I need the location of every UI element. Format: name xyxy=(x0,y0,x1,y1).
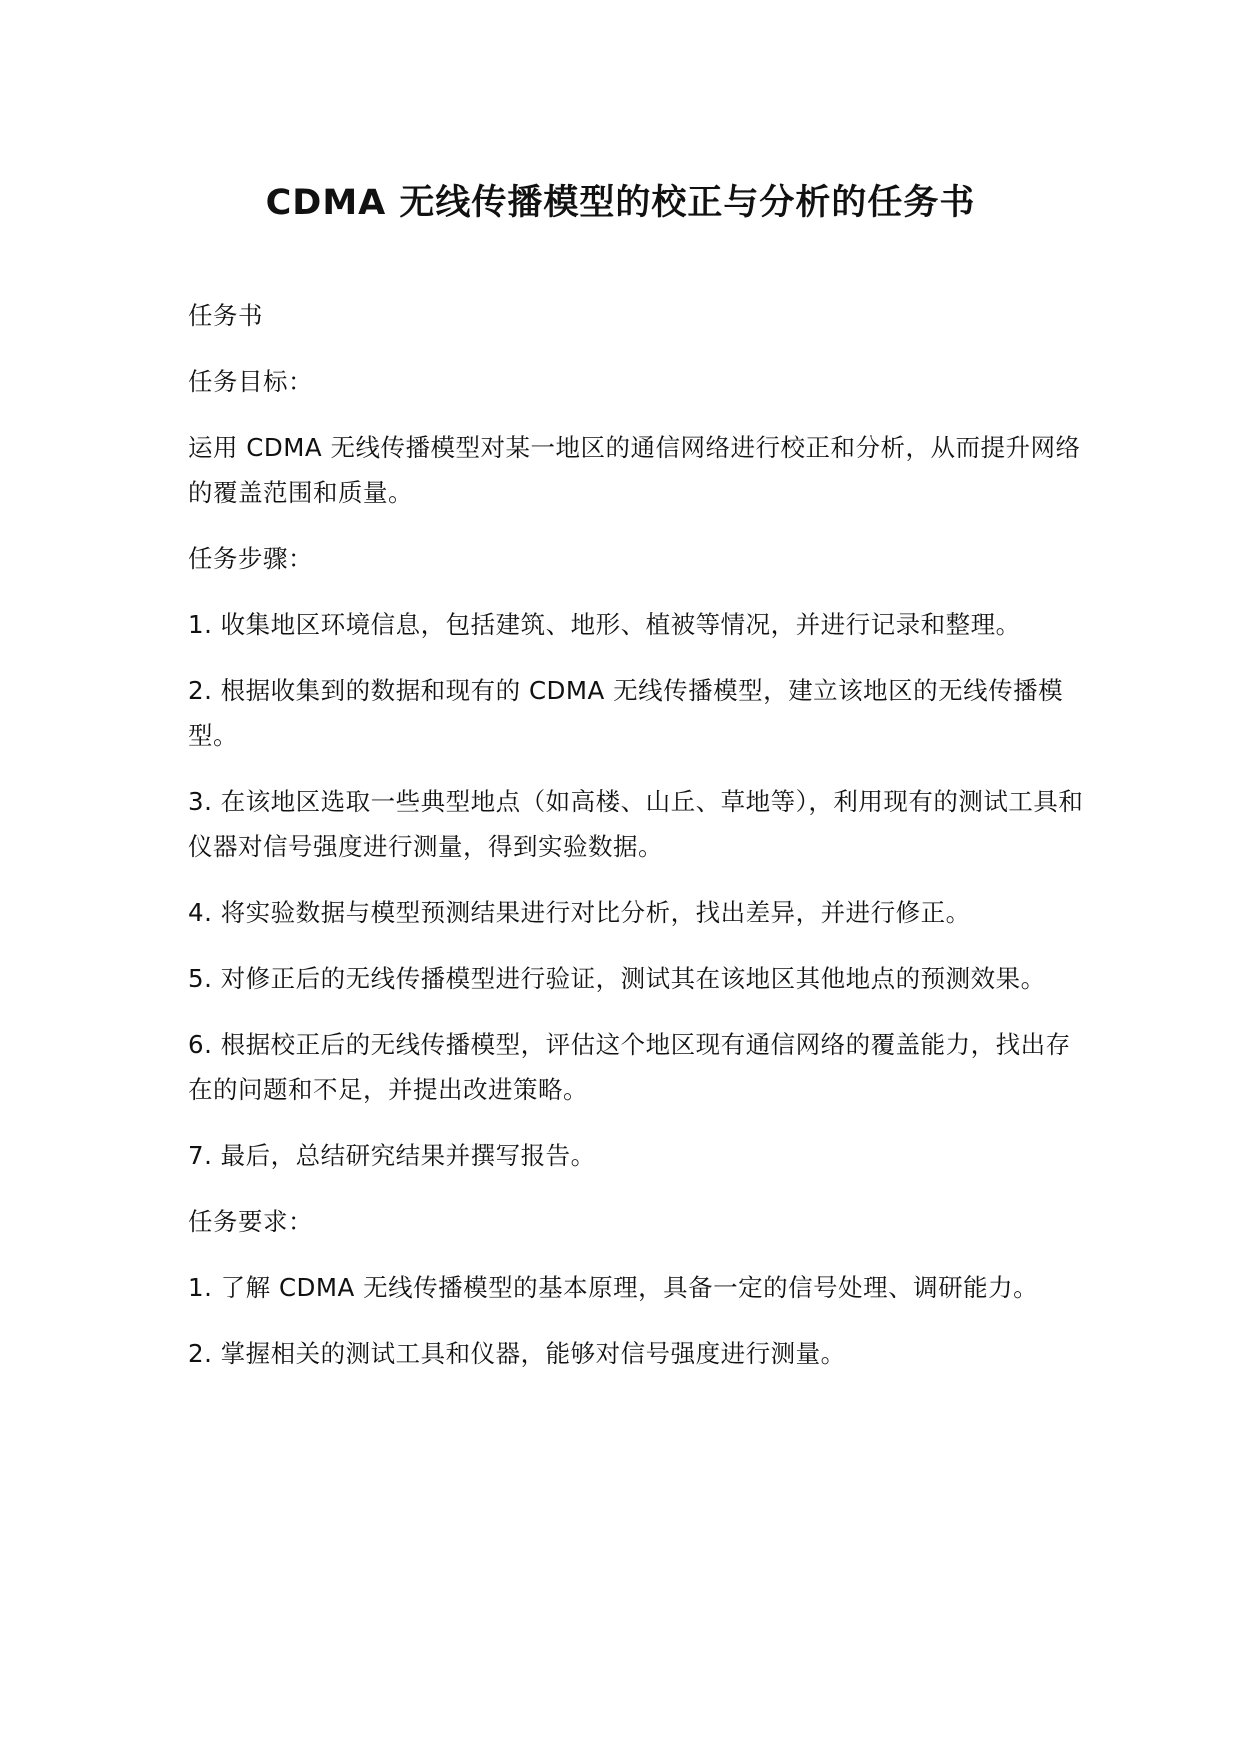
document-body xyxy=(188,293,1088,1397)
paragraph-heading-task: 任务书 xyxy=(188,301,263,330)
document-title: CDMA 无线传播模型的校正与分析的任务书 xyxy=(265,183,976,223)
paragraph-requirement-2: 2. 掌握相关的测试工具和仪器，能够对信号强度进行测量。 xyxy=(188,1339,846,1368)
paragraph-heading-steps: 任务步骤： xyxy=(188,544,313,573)
paragraph-step-6: 6. 根据校正后的无线传播模型，评估这个地区现有通信网络的覆盖能力，找出存在的问题和不足，并提出改进策略。 xyxy=(188,1030,1071,1104)
paragraph-heading-goal: 任务目标： xyxy=(188,367,313,396)
paragraph-goal-text: 运用 CDMA 无线传播模型对某一地区的通信网络进行校正和分析，从而提升网络的覆盖范围和质量。 xyxy=(188,433,1081,507)
paragraph-step-4: 4. 将实验数据与模型预测结果进行对比分析，找出差异，并进行修正。 xyxy=(188,898,971,927)
paragraph-step-5: 5. 对修正后的无线传播模型进行验证，测试其在该地区其他地点的预测效果。 xyxy=(188,964,1046,993)
paragraph-requirement-1: 1. 了解 CDMA 无线传播模型的基本原理，具备一定的信号处理、调研能力。 xyxy=(188,1273,1039,1302)
paragraph-step-2: 2. 根据收集到的数据和现有的 CDMA 无线传播模型，建立该地区的无线传播模型。 xyxy=(188,676,1064,750)
paragraph-step-7: 7. 最后，总结研究结果并撰写报告。 xyxy=(188,1141,596,1170)
paragraph-step-3: 3. 在该地区选取一些典型地点（如高楼、山丘、草地等），利用现有的测试工具和仪器对信号强度进行测量，得到实验数据。 xyxy=(188,787,1084,861)
paragraph-heading-requirements: 任务要求： xyxy=(188,1207,313,1236)
paragraph-step-1: 1. 收集地区环境信息，包括建筑、地形、植被等情况，并进行记录和整理。 xyxy=(188,610,1021,639)
